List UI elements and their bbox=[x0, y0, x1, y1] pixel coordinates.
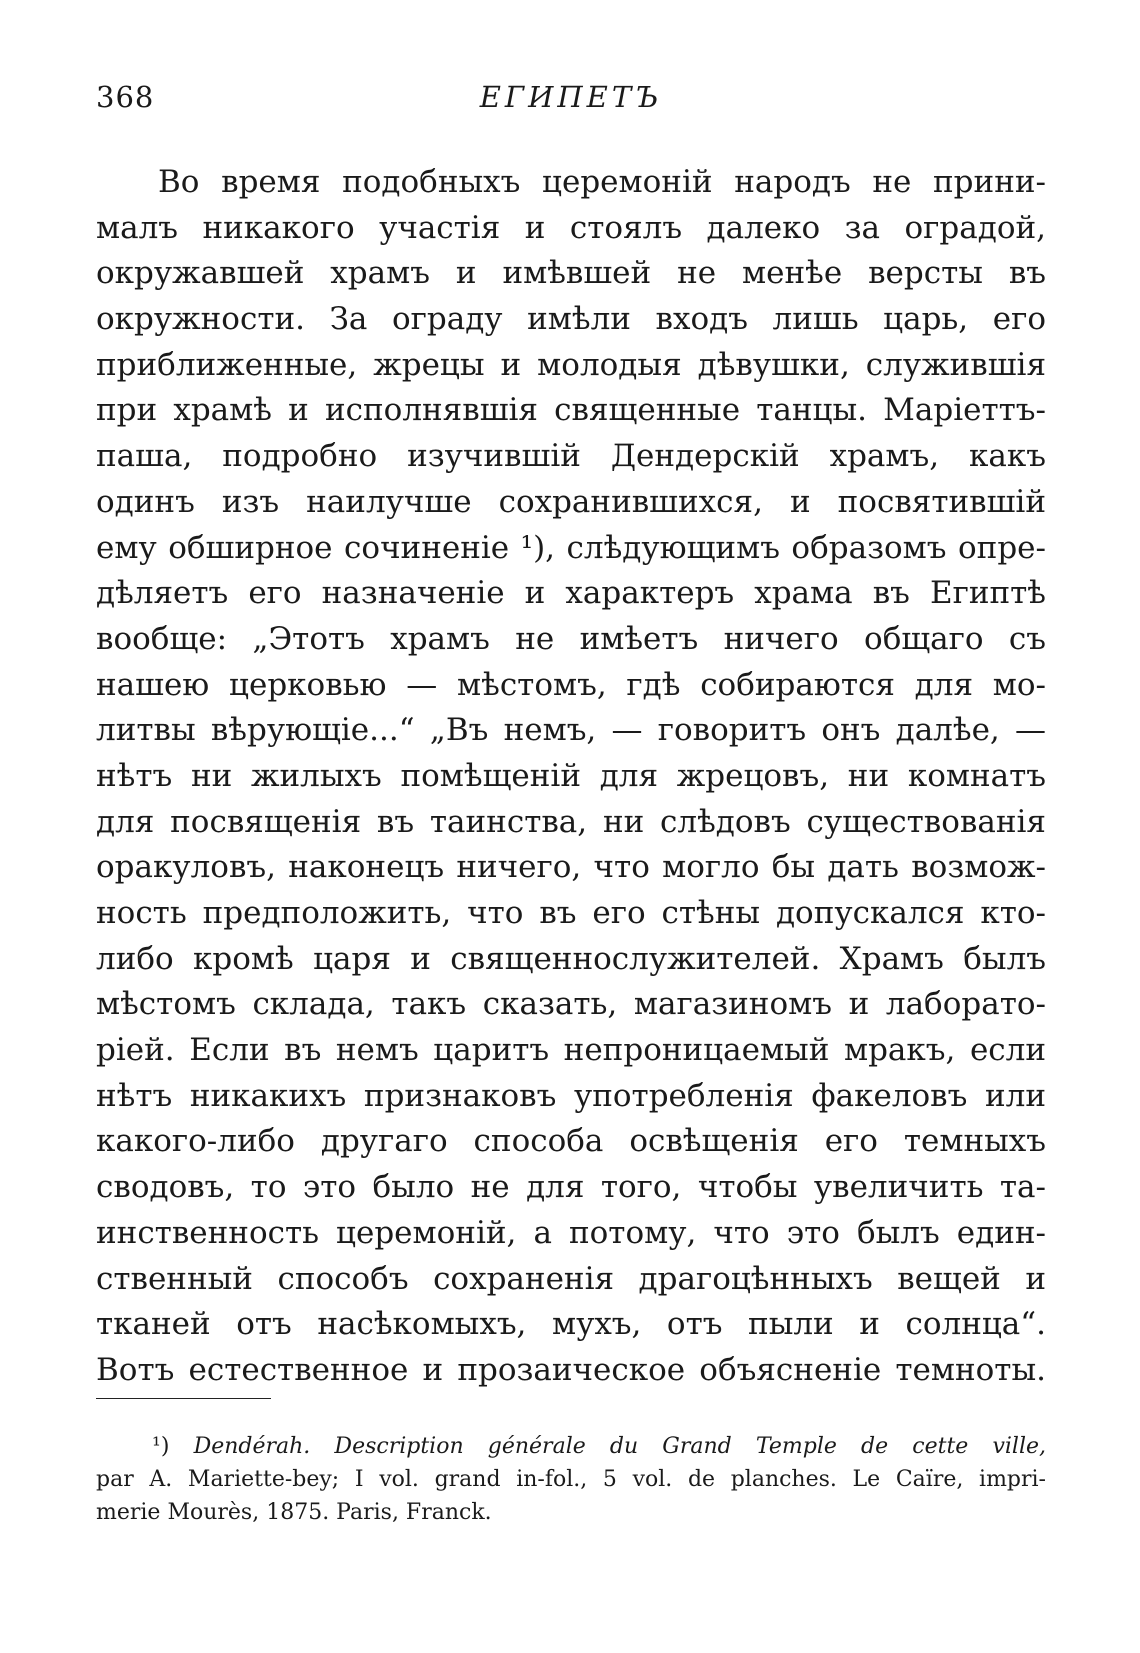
text-line: сводовъ, то это было не для того, чтобы увеличить та- bbox=[96, 1169, 1046, 1206]
text-line: ему обширное сочиненіе ¹), слѣдующимъ образомъ опре- bbox=[96, 529, 1046, 566]
text-line: Вотъ естественное и прозаическое объясненіе темноты. bbox=[96, 1351, 1046, 1388]
text-line: приближенные, жрецы и молодыя дѣвушки, служившія bbox=[96, 346, 1046, 383]
footnote-line bbox=[96, 1430, 1046, 1463]
text-line: вообще: „Этотъ храмъ не имѣетъ ничего общаго съ bbox=[96, 620, 1046, 657]
page-header bbox=[96, 80, 1046, 120]
page-number: 368 bbox=[96, 80, 155, 114]
text-line: оракуловъ, наконецъ ничего, что могло бы дать возмож- bbox=[96, 849, 1046, 886]
footnote-marker: ¹) bbox=[152, 1434, 170, 1459]
text-line: окружавшей храмъ и имѣвшей не менѣе версты въ bbox=[96, 255, 1046, 292]
text-line: инственность церемоній, а потому, что это былъ един- bbox=[96, 1214, 1046, 1251]
text-line: окружности. За ограду имѣли входъ лишь царь, его bbox=[96, 301, 1046, 338]
text-line: ственный способъ сохраненія драгоцѣнныхъ вещей и bbox=[96, 1260, 1046, 1297]
text-line: Во время подобныхъ церемоній народъ не прини- bbox=[158, 164, 1046, 200]
text-line: нѣтъ ни жилыхъ помѣщеній для жрецовъ, ни комнатъ bbox=[96, 757, 1046, 794]
footnote bbox=[96, 1430, 1046, 1529]
text-line: при храмѣ и исполнявшія священные танцы. Маріеттъ- bbox=[96, 392, 1046, 429]
main-text bbox=[96, 160, 1046, 1394]
text-line: для посвященія въ таинства, ни слѣдовъ существованія bbox=[96, 803, 1046, 840]
footnote-divider bbox=[96, 1398, 271, 1399]
text-line: тканей отъ насѣкомыхъ, мухъ, отъ пыли и солнца“. bbox=[96, 1306, 1046, 1343]
text-line: нашею церковью — мѣстомъ, гдѣ собираются для мо- bbox=[96, 666, 1046, 703]
text-line: ріей. Если въ немъ царитъ непроницаемый мракъ, если bbox=[96, 1032, 1046, 1069]
footnote-line: merie Mourès, 1875. Paris, Franck. bbox=[96, 1500, 492, 1525]
text-line: какого-либо другаго способа освѣщенія его темныхъ bbox=[96, 1123, 1046, 1160]
text-line: одинъ изъ наилучше сохранившихся, и посвятившій bbox=[96, 483, 1046, 520]
footnote-line: par A. Mariette-bey; I vol. grand in-fol., 5 vol. de planches. Le Caïre, impri- bbox=[96, 1467, 1046, 1492]
text-line: дѣляетъ его назначеніе и характеръ храма въ Египтѣ bbox=[96, 575, 1046, 612]
text-line: мѣстомъ склада, такъ сказать, магазиномъ и лаборато- bbox=[96, 986, 1046, 1023]
text-line: либо кромѣ царя и священнослужителей. Храмъ былъ bbox=[96, 940, 1046, 977]
text-line: малъ никакого участія и стоялъ далеко за оградой, bbox=[96, 209, 1046, 246]
text-line: нѣтъ никакихъ признаковъ употребленія факеловъ или bbox=[96, 1077, 1046, 1114]
text-line: паша, подробно изучившій Дендерскій храмъ, какъ bbox=[96, 438, 1046, 475]
footnote-title: Dendérah. Description générale du Grand Temple de cette ville, bbox=[193, 1434, 1046, 1459]
text-line: ность предположить, что въ его стѣны допускался кто- bbox=[96, 895, 1046, 931]
text-line: литвы вѣрующіе...“ „Въ немъ, — говоритъ онъ далѣе, — bbox=[96, 712, 1046, 749]
running-head: ЕГИПЕТЪ bbox=[479, 80, 663, 114]
